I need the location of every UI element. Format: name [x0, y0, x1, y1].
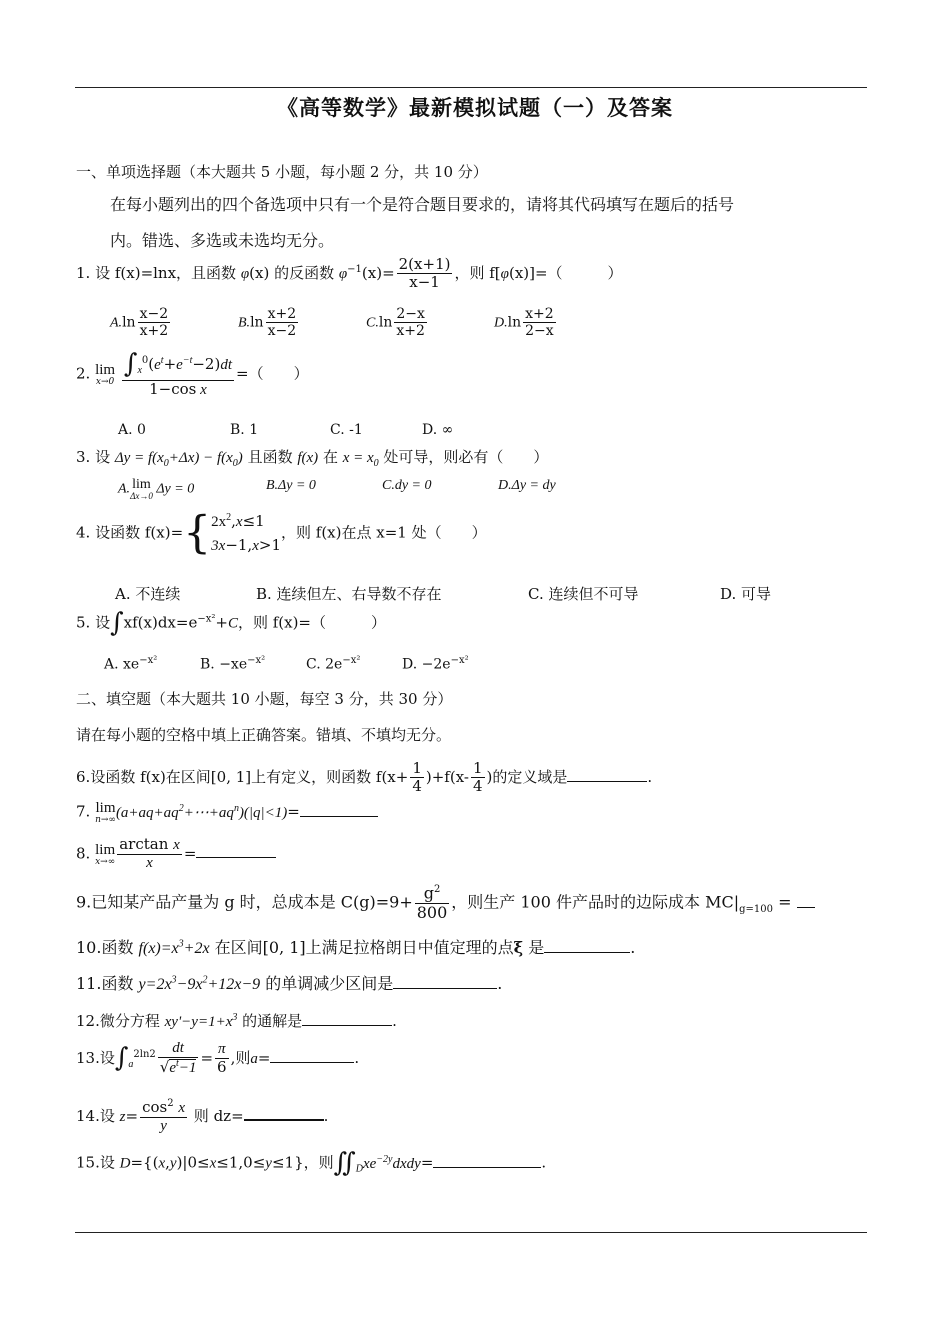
question-8: 8. lim x→∞ $\frac{\text{arctan x}}{x}$ =	[76, 836, 276, 873]
q4-option-d: D. 可导	[720, 585, 772, 603]
section1-instruction-line2: 内。错选、多选或未选均无分。	[110, 231, 335, 250]
question-number: 4.	[76, 523, 91, 542]
question-number: 3.	[76, 448, 91, 466]
q2-option-c: C. -1	[330, 422, 363, 438]
q2-option-a: A. 0	[118, 422, 146, 438]
q3-option-c: C.dy = 0	[382, 478, 432, 493]
question-3: 3. 设 $\Delta y = f(x_0+\Delta x) - f(x_0)$ 且函数 f(x) 在 $x = x_0$ 处可导，则必有（ ）	[76, 448, 549, 469]
question-number: 13.	[76, 1048, 100, 1067]
question-number: 5.	[76, 613, 91, 632]
q5-option-b: B. $-xe^{-x^2}$	[200, 655, 266, 673]
q3-option-a: A. lim Δx→0 Δy = 0	[118, 477, 195, 501]
q5-option-a: A. $xe^{-x^2}$	[104, 655, 158, 673]
question-2: 2. lim x→0 $\frac{\int_x^0(e^t+e^{-t}-2)dt}{\text{1−cos x}}$ =（ ）	[76, 349, 309, 398]
question-10: 10.函数 $f(x)=x^3+2x$ 在区间[0, 1]上满足拉格朗日中值定理的点ξ 是 .	[76, 938, 636, 957]
page-title: 《高等数学》最新模拟试题（一）及答案	[277, 96, 673, 120]
question-number: 6.	[76, 767, 91, 786]
question-number: 8.	[76, 844, 91, 863]
question-4: 4. 设函数 $f(x)=\{2x^2,x\le 1$ 3x−1,x>1，则 f(x)在点 x=1 处（ ）	[76, 507, 487, 559]
question-6: 6.设函数 f(x)在区间[0, 1]上有定义，则函数 f(x+ $\frac{1}{4}$ )+f(x- $\frac{1}{4}$ )的定义域是 .	[76, 759, 653, 796]
question-number: 14.	[76, 1106, 100, 1125]
top-rule	[75, 87, 867, 88]
q2-option-d: D. ∞	[422, 422, 454, 438]
question-15: 15.设 D={(x,y)|0≤x≤1,0≤y≤1}，则$∬_Dxe^{-2y}dxdy=$ .	[76, 1148, 547, 1178]
question-12: 12.微分方程 $xy'-y=1+x^3$ 的通解是 .	[76, 1012, 397, 1030]
question-number: 15.	[76, 1153, 100, 1172]
question-number: 12.	[76, 1012, 100, 1030]
question-5: 5. 设$\int xf(x)dx=e^{-x^2}+C$，则 f(x)=（ ）	[76, 608, 387, 638]
q5-option-d: D. $-2e^{-x^2}$	[402, 655, 469, 673]
question-number: 11.	[76, 974, 102, 993]
question-7: 7. lim n→∞ $(a+aq+aq^2+\cdots+aq^n)(|q|<1)=$	[76, 800, 378, 825]
q4-option-a: A. 不连续	[115, 585, 181, 603]
section1-instruction-line1: 在每小题列出的四个备选项中只有一个是符合题目要求的，请将其代码填写在题后的括号	[110, 195, 735, 214]
question-number: 9.	[76, 892, 92, 912]
q1-option-c: C.ln $\frac{2-x}{x+2}$	[366, 306, 425, 340]
question-number: 7.	[76, 802, 91, 821]
question-number: 1.	[76, 263, 91, 282]
question-number: 10.	[76, 938, 102, 957]
section1-heading: 一、单项选择题（本大题共 5 小题，每小题 2 分，共 10 分）	[76, 163, 488, 181]
q1-option-b: B.ln $\frac{x+2}{x-2}$	[238, 306, 297, 340]
section2-instruction: 请在每小题的空格中填上正确答案。错填、不填均无分。	[76, 726, 452, 744]
q1-option-d: D.ln $\frac{x+2}{2-x}$	[494, 306, 554, 340]
q5-option-c: C. $2e^{-x^2}$	[306, 655, 361, 673]
question-1: 1. 设 f(x)=lnx，且函数 φ(x) 的反函数 $\varphi^{-1}(x)=$ $\frac{2(x+1)}{x-1}$ ，则 f[φ(x)]=（ ）	[76, 255, 623, 292]
question-9: 9.已知某产品产量为 g 时，总成本是 C(g)=9+ $\frac{g^2}{800}$ ，则生产 100 件产品时的边际成本 $MC|_{g=100}$ =	[76, 884, 815, 922]
q2-option-b: B. 1	[230, 422, 259, 438]
question-number: 2.	[76, 364, 91, 383]
question-14: 14.设 z= $\frac{\cos^2 x}{y}$ 则 dz= .	[76, 1098, 329, 1135]
q4-option-b: B. 连续但左、右导数不存在	[256, 585, 442, 603]
question-11: 11.函数 $y=2x^3-9x^2+12x-9$ 的单调减少区间是 .	[76, 974, 503, 993]
q4-option-c: C. 连续但不可导	[528, 585, 639, 603]
q3-option-b: B.Δy = 0	[266, 478, 316, 493]
section2-heading: 二、填空题（本大题共 10 小题，每空 3 分，共 30 分）	[76, 690, 453, 708]
question-13: 13.设$\int_a^{2ln2}$ $\frac{dt}{√e^t-1}$ = $\frac{\pi}{6}$ ,则a= .	[76, 1040, 360, 1077]
q3-option-d: D.Δy = dy	[498, 478, 556, 493]
bottom-rule	[75, 1232, 867, 1233]
q1-option-a: A.ln $\frac{x-2}{x+2}$	[110, 306, 169, 340]
